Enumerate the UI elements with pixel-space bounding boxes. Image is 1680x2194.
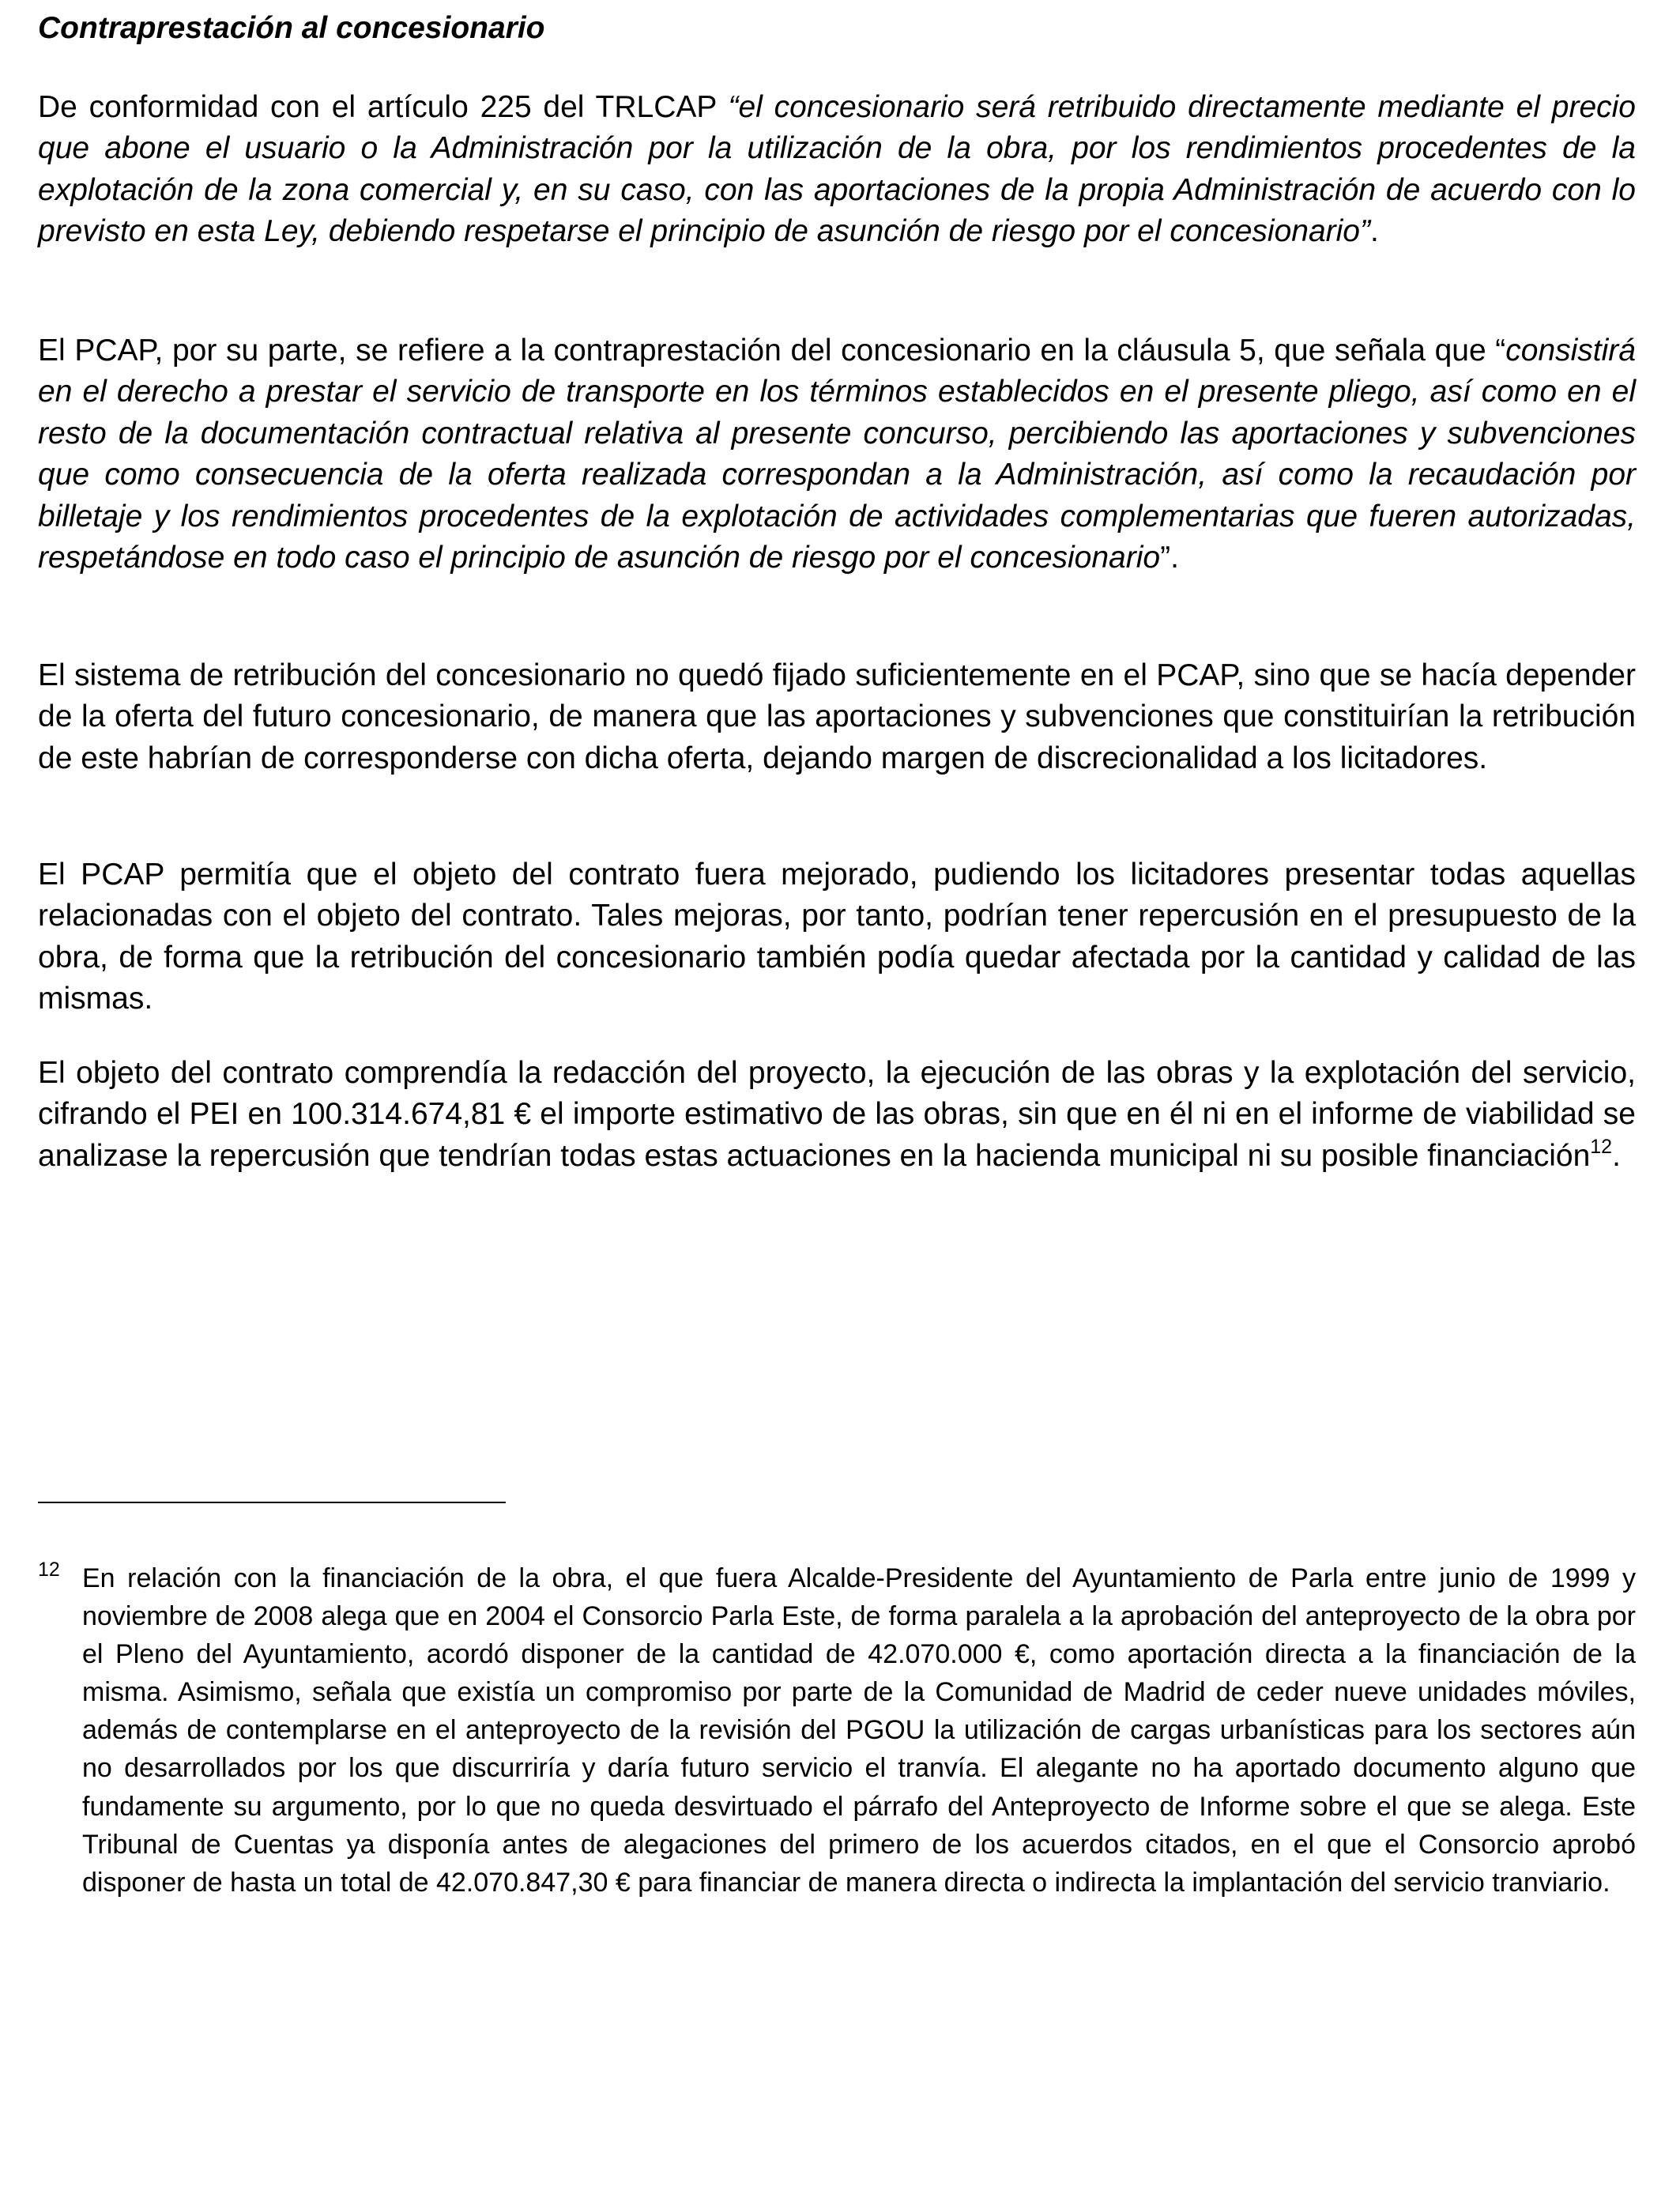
paragraph-pcap-quote: consistirá en el derecho a prestar el servicio de transporte en los términos establecidos en el presente pliego, así como en el resto de la documentación contractual relativa al presente concurso, percibiendo las aportaciones y subvenciones que como consecuencia de la oferta realizada correspondan a la Administración, así como la recaudación por billetaje y los rendimientos procedentes de la explotación de actividades complementarias que fueren autorizadas, respetándose en todo caso el principio de asunción de riesgo por el concesionario — [38, 334, 1636, 575]
paragraph-retribution-system: El sistema de retribución del concesionario no quedó fijado suficientemente en el PCAP, sino que se hacía depender de la oferta del futuro concesionario, de manera que las aportaciones y subvenciones que constituirían la retribución de este habrían de corresponderse con dicha oferta, dejando margen de discrecionalidad a los licitadores. — [38, 658, 1636, 775]
paragraph-trlcap-lead: De conformidad con el artículo 225 del TRLCAP — [38, 90, 729, 124]
section-heading: Contraprestación al concesionario — [38, 11, 545, 45]
footnote-text: En relación con la financiación de la obra, el que fuera Alcalde-Presidente del Ayuntamiento de Parla entre junio de 1999 y noviembre de 2008 alega que en 2004 el Consorcio Parla Este, de forma paralela a la aprobación del anteproyecto de la obra por el Pleno del Ayuntamiento, acordó disponer de la cantidad de 42.070.000 €, como aportación directa a la financiación de la misma. Asimismo, señala que existía un compromiso por parte de la Comunidad de Madrid de ceder nueve unidades móviles, además de contemplarse en el anteproyecto de la revisión del PGOU la utilización de cargas urbanísticas para los sectores aún no desarrollados por los que discurriría y daría futuro servicio el tranvía. El alegante no ha aportado documento alguno que fundamente su argumento, por lo que no queda desvirtuado el párrafo del Anteproyecto de Informe sobre el que se alega. Este Tribunal de Cuentas ya disponía antes de alegaciones del primero de los acuerdos citados, en el que el Consorcio aprobó disponer de hasta un total de 42.070.847,30 € para financiar de manera directa o indirecta la implantación del servicio tranviario. — [82, 1563, 1636, 1898]
footnote-separator — [38, 1502, 506, 1503]
footnote-reference[interactable]: 12 — [1590, 1135, 1613, 1158]
paragraph-contract-object-text: El objeto del contrato comprendía la redacción del proyecto, la ejecución de las obras y la explotación del servicio, cifrando el PEI en 100.314.674,81 € el importe estimativo de las obras, sin que en él ni en el informe de viabilidad se analizase la repercusión que tendrían todas estas actuaciones en la hacienda municipal ni su posible financiación — [38, 1056, 1636, 1173]
paragraph-pcap-tail: ”. — [1160, 541, 1179, 575]
paragraph-trlcap — [38, 87, 1636, 253]
paragraph-pcap-clause — [38, 330, 1636, 579]
paragraph-pcap-lead: El PCAP, por su parte, se refiere a la contraprestación del concesionario en la cláusula 5, que señala que “ — [38, 334, 1506, 368]
footnote-number: 12 — [38, 1559, 60, 1581]
paragraph-contract-object-tail: . — [1612, 1138, 1621, 1173]
paragraph-contract-object — [38, 1053, 1636, 1177]
paragraph-trlcap-quote: “el concesionario será retribuido directamente mediante el precio que abone el usuario o la Administración por la utilización de la obra, por los rendimientos procedentes de la explotación de la zona comercial y, en su caso, con las aportaciones de la propia Administración de acuerdo con lo previsto en esta Ley, debiendo respetarse el principio de asunción de riesgo por el concesionario” — [38, 90, 1636, 249]
paragraph-improvements: El PCAP permitía que el objeto del contrato fuera mejorado, pudiendo los licitadores presentar todas aquellas relacionadas con el objeto del contrato. Tales mejoras, por tanto, podrían tener repercusión en el presupuesto de la obra, de forma que la retribución del concesionario también podía quedar afectada por la cantidad y calidad de las mismas. — [38, 858, 1636, 1016]
paragraph-trlcap-tail: . — [1369, 214, 1379, 249]
